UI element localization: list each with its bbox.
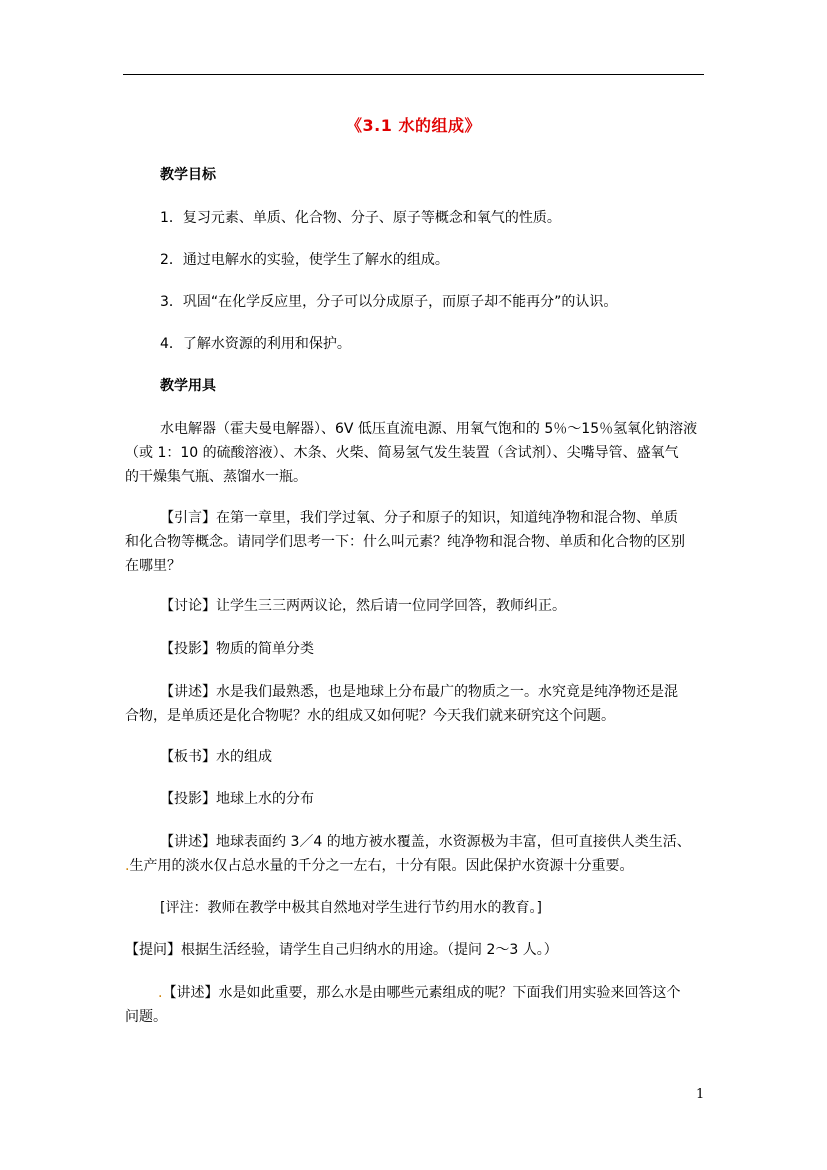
lecture-line — [125, 981, 705, 1005]
tools-line: 的干燥集气瓶、蒸馏水一瓶。 — [125, 469, 307, 485]
projection-line-1: 【投影】物质的简单分类 — [160, 641, 314, 657]
tools-heading: 教学用具 — [160, 378, 216, 394]
goal-item-2: 2．通过电解水的实验，使学生了解水的组成。 — [160, 252, 449, 268]
goal-item-1: 1．复习元素、单质、化合物、分子、原子等概念和氧气的性质。 — [160, 210, 561, 226]
question-line: 【提问】根据生活经验，请学生自己归纳水的用途。（提问 2～3 人。） — [125, 942, 558, 958]
lecture-line: 合物，是单质还是化合物呢？水的组成又如何呢？今天我们就来研究这个问题。 — [125, 708, 615, 724]
discussion-line: 【讨论】让学生三三两两议论，然后请一位同学回答，教师纠正。 — [160, 598, 566, 614]
tools-paragraph — [125, 417, 705, 489]
goals-heading: 教学目标 — [160, 167, 216, 183]
goal-item-4: 4．了解水资源的利用和保护。 — [160, 336, 351, 352]
lecture-paragraph-3 — [125, 981, 705, 1029]
stray-mark: . — [125, 858, 130, 874]
lecture-paragraph-1 — [125, 680, 705, 728]
lecture-line: 问题。 — [125, 1009, 167, 1025]
tools-line: （或 1：10 的硫酸溶液）、木条、火柴、简易氢气发生装置（含试剂）、尖嘴导管、盛氧气 — [125, 445, 679, 461]
board-line: 【板书】水的组成 — [160, 749, 272, 765]
lecture-line: 【讲述】地球表面约 3／4 的地方被水覆盖，水资源极为丰富，但可直接供人类生活、 — [160, 834, 691, 850]
intro-paragraph — [125, 506, 705, 578]
header-rule — [123, 74, 704, 75]
intro-line: 和化合物等概念。请同学们思考一下：什么叫元素？纯净物和混合物、单质和化合物的区别 — [125, 534, 685, 550]
tools-line: 水电解器（霍夫曼电解器）、6V 低压直流电源、用氧气饱和的 5％～15％氢氧化钠溶液 — [160, 421, 698, 437]
lecture-line-text: 生产用的淡水仅占总水量的千分之一左右，十分有限。因此保护水资源十分重要。 — [129, 858, 634, 874]
stray-mark: . — [158, 985, 163, 1001]
intro-line: 在哪里？ — [125, 558, 181, 574]
goal-item-3: 3．巩固“在化学反应里，分子可以分成原子，而原子却不能再分”的认识。 — [160, 294, 618, 310]
lecture-line: 【讲述】水是我们最熟悉，也是地球上分布最广的物质之一。水究竟是纯净物还是混 — [160, 684, 678, 700]
lecture-line-text: 【讲述】水是如此重要，那么水是由哪些元素组成的呢？下面我们用实验来回答这个 — [162, 985, 681, 1001]
lecture-paragraph-2 — [125, 830, 705, 878]
projection-line-2: 【投影】地球上水的分布 — [160, 791, 314, 807]
lecture-line — [125, 854, 705, 878]
comment-line: [评注：教师在教学中极其自然地对学生进行节约用水的教育。] — [160, 900, 542, 916]
page-title: 《3.1 水的组成》 — [346, 116, 481, 135]
intro-line: 【引言】在第一章里，我们学过氧、分子和原子的知识，知道纯净物和混合物、单质 — [160, 510, 678, 526]
page-number: 1 — [696, 1087, 705, 1102]
